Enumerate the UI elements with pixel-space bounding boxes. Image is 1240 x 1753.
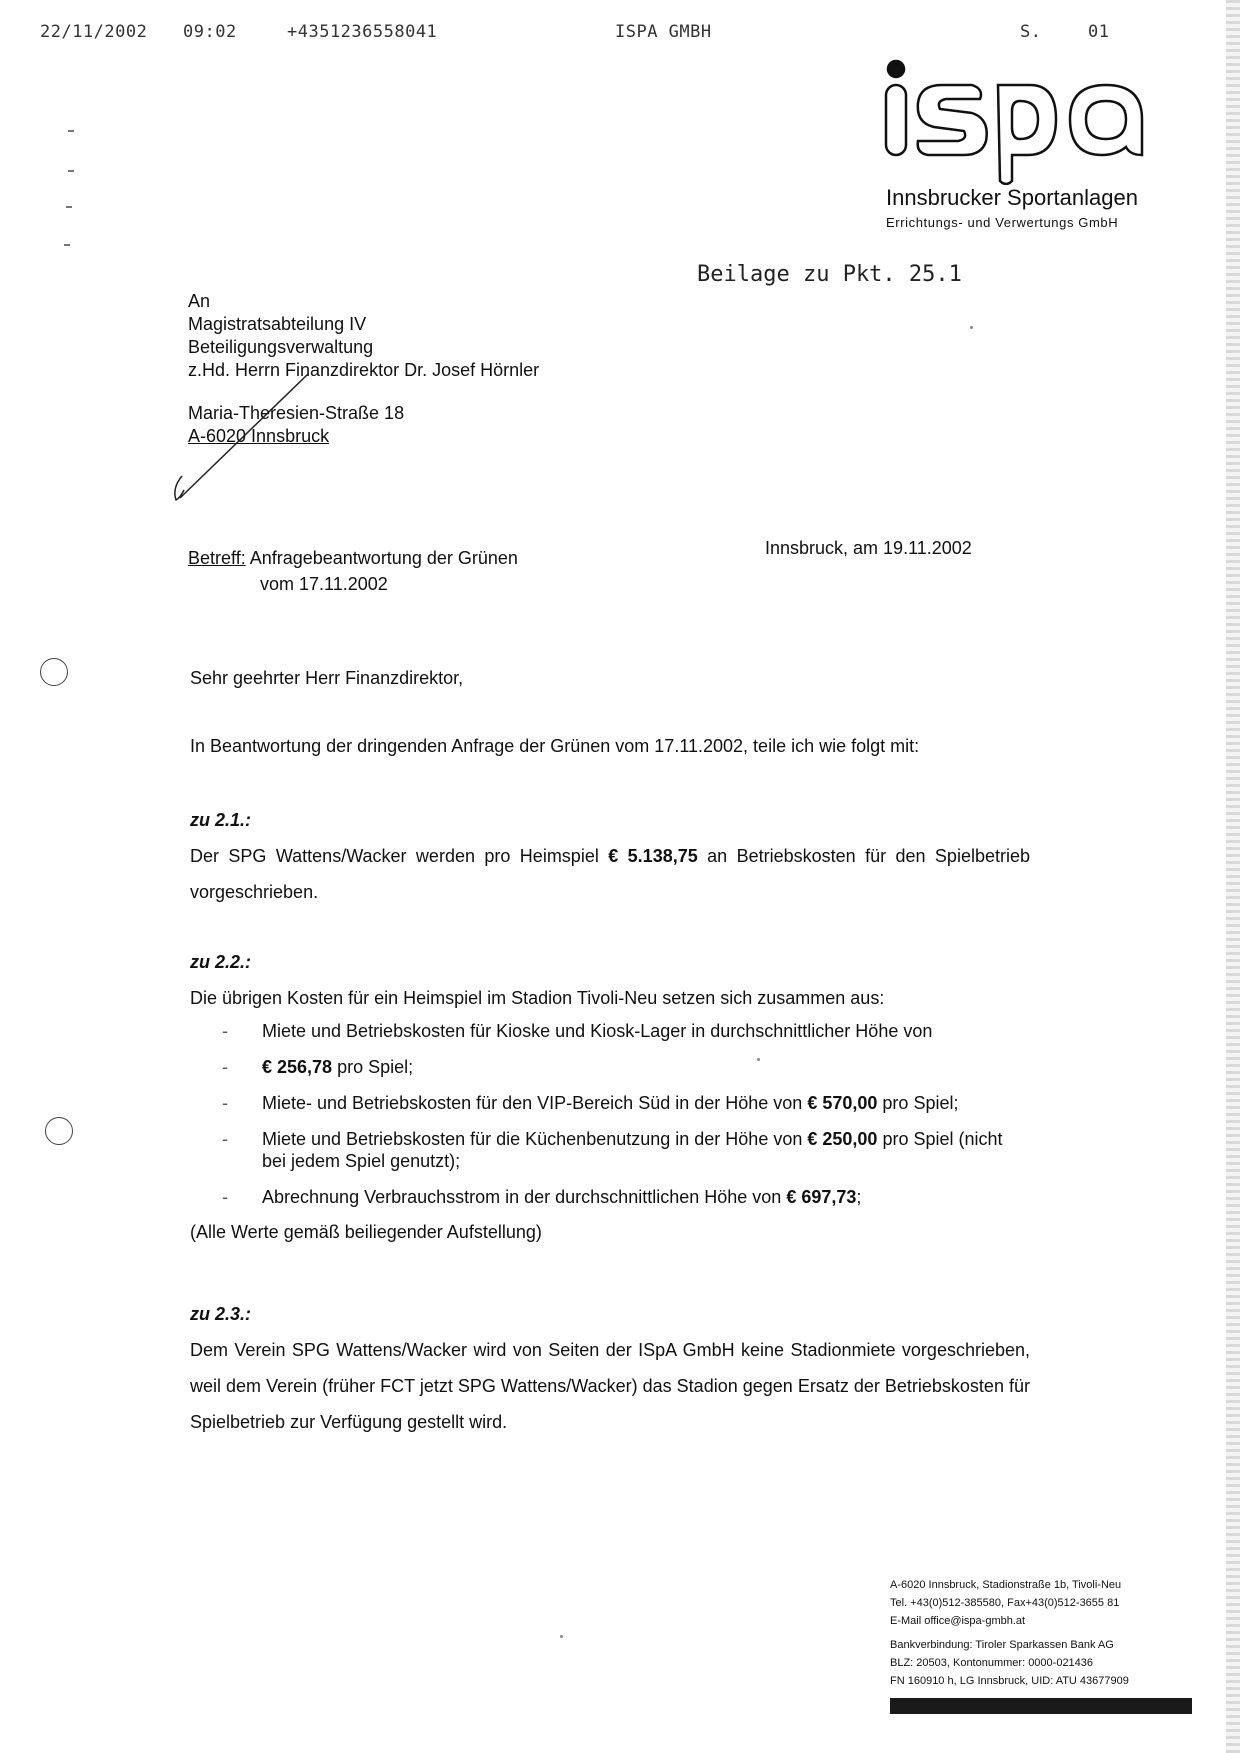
item-text: Miete und Betriebskosten für Kioske und Kiosk-Lager in durchschnittlicher Höhe von	[262, 1021, 933, 1041]
footer-address: A-6020 Innsbruck, Stadionstraße 1b, Tivoli-Neu	[890, 1579, 1122, 1591]
letterhead-footer	[890, 1576, 1129, 1690]
section-text: an Betriebskosten für den Spielbetrieb vorgeschrieben.	[190, 846, 1030, 902]
intro-paragraph: In Beantwortung der dringenden Anfrage der Grünen vom 17.11.2002, teile ich wie folgt mit:	[190, 736, 920, 756]
amount: € 250,00	[807, 1129, 878, 1149]
fax-date: 22/11/2002	[40, 22, 148, 42]
amount: € 570,00	[807, 1093, 878, 1113]
footer-account: BLZ: 20503, Kontonummer: 0000-021436	[890, 1657, 1094, 1669]
logo-subtitle: Errichtungs- und Verwertungs GmbH	[886, 215, 1119, 230]
list-item	[190, 1020, 1030, 1042]
item-suffix: pro Spiel;	[882, 1093, 959, 1113]
amount: € 5.138,75	[608, 846, 698, 866]
recipient-line: Magistratsabteilung IV	[188, 314, 367, 334]
cost-list	[190, 1020, 1030, 1208]
ispa-wordmark-graphic	[880, 55, 1170, 185]
fax-phone: +4351236558041	[287, 22, 438, 42]
handwritten-annotation: Beilage zu Pkt. 25.1	[697, 262, 962, 287]
margin-mark	[68, 130, 74, 132]
margin-mark	[68, 170, 74, 172]
amount: € 697,73	[786, 1187, 857, 1207]
list-item	[190, 1092, 1030, 1114]
punch-hole	[45, 1117, 73, 1145]
section-text: Der SPG Wattens/Wacker werden pro Heimspiel	[190, 846, 599, 866]
values-note: (Alle Werte gemäß beiliegender Aufstellung)	[190, 1222, 542, 1242]
subject-label: Betreff:	[188, 548, 246, 568]
item-text: Abrechnung Verbrauchsstrom in der durchschnittlichen Höhe von	[262, 1187, 782, 1207]
salutation: Sehr geehrter Herr Finanzdirektor,	[190, 668, 464, 688]
section-heading: zu 2.3.:	[190, 1304, 252, 1324]
ispa-logo	[880, 55, 1170, 235]
fax-sender: ISPA GMBH	[615, 22, 712, 42]
margin-mark	[66, 206, 72, 208]
fax-time: 09:02	[183, 22, 237, 42]
punch-hole	[40, 658, 68, 686]
footer-bar	[890, 1698, 1192, 1714]
section-2-3	[190, 1296, 1030, 1440]
item-suffix: pro Spiel (nicht bei jedem Spiel genutzt);	[262, 1129, 1003, 1171]
item-text: Miete und Betriebskosten für die Küchenbenutzung in der Höhe von	[262, 1129, 803, 1149]
margin-mark	[64, 244, 70, 246]
recipient-line: Beteiligungsverwaltung	[188, 337, 374, 357]
subject-text: Anfragebeantwortung der Grünen	[249, 548, 518, 568]
section-2-1	[190, 802, 1030, 910]
subject-block	[188, 545, 518, 597]
fax-page-number: 01	[1088, 22, 1110, 42]
list-item	[190, 1186, 1030, 1208]
item-suffix: ;	[856, 1187, 862, 1207]
section-heading: zu 2.1.:	[190, 810, 252, 830]
list-item	[190, 1056, 1030, 1078]
footer-registry: FN 160910 h, LG Innsbruck, UID: ATU 43677909	[890, 1675, 1129, 1687]
pen-stroke-graphic	[170, 370, 320, 510]
section-paragraph	[190, 838, 1030, 910]
recipient-line: An	[188, 291, 211, 311]
recipient-street: Maria-Theresien-Straße 18	[188, 403, 405, 423]
footer-bank: Bankverbindung: Tiroler Sparkassen Bank AG	[890, 1639, 1114, 1651]
item-text: pro Spiel;	[337, 1057, 414, 1077]
logo-company-name: Innsbrucker Sportanlagen	[886, 185, 1138, 210]
section-2-2	[190, 944, 1030, 1250]
scan-speck	[970, 326, 973, 329]
item-text: Miete- und Betriebskosten für den VIP-Bereich Süd in der Höhe von	[262, 1093, 803, 1113]
section-heading: zu 2.2.:	[190, 952, 252, 972]
list-item	[190, 1128, 1030, 1172]
recipient-line: z.Hd. Herrn Finanzdirektor Dr. Josef Hörnler	[188, 360, 540, 380]
scan-edge	[1226, 0, 1240, 1753]
section-intro: Die übrigen Kosten für ein Heimspiel im Stadion Tivoli-Neu setzen sich zusammen aus:	[190, 988, 885, 1008]
amount: € 256,78	[262, 1057, 333, 1077]
section-paragraph: Dem Verein SPG Wattens/Wacker wird von Seiten der ISpA GmbH keine Stadionmiete vorgeschrieben, weil dem Verein (früher FCT jetzt SPG Wattens/Wacker) das Stadion gegen Ersatz der Betriebskosten für Spielbetrieb zur Verfügung gestellt wird.	[190, 1340, 1030, 1432]
footer-phone: Tel. +43(0)512-385580, Fax+43(0)512-3655 81	[890, 1597, 1120, 1609]
letter-date: Innsbruck, am 19.11.2002	[765, 538, 972, 558]
scan-speck	[560, 1635, 563, 1638]
subject-text-second-line: vom 17.11.2002	[260, 574, 388, 594]
recipient-city: A-6020 Innsbruck	[188, 426, 330, 446]
fax-page-label: S.	[1020, 22, 1042, 42]
footer-email: E-Mail office@ispa-gmbh.at	[890, 1615, 1026, 1627]
